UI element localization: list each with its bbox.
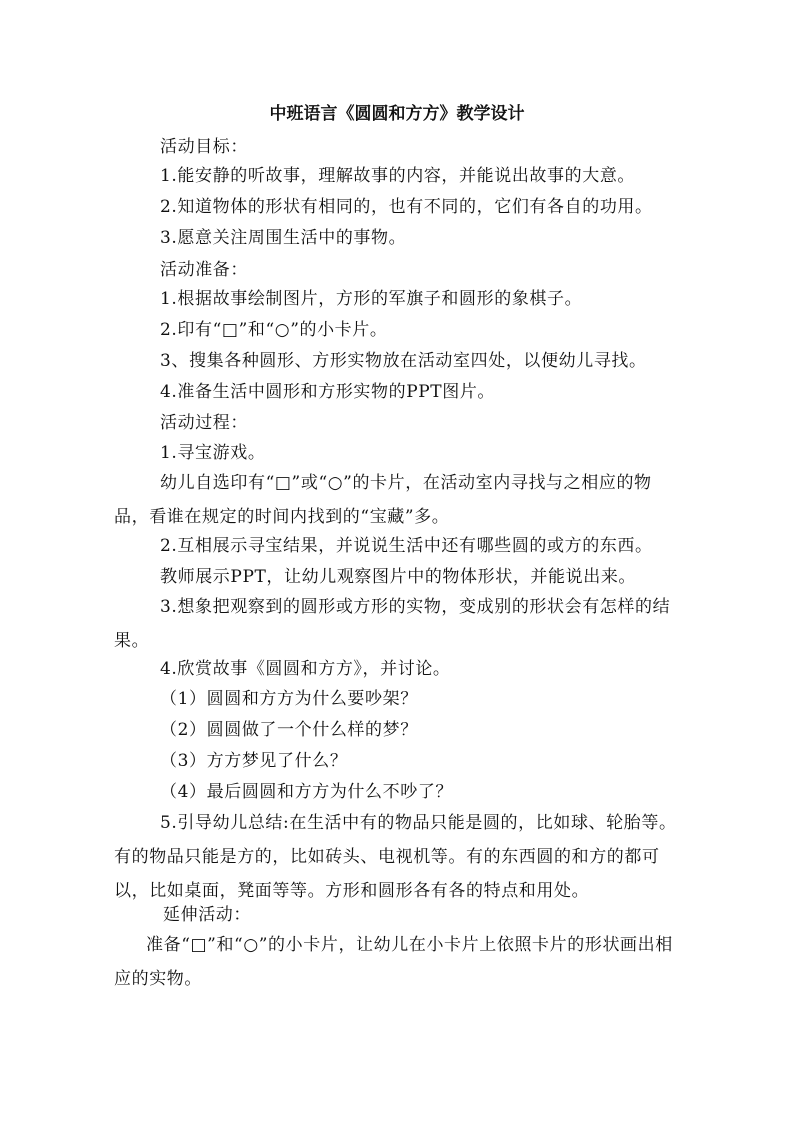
preparation-item-1: 1.根据故事绘制图片，方形的军旗子和圆形的象棋子。 (160, 289, 583, 309)
question-1: （1）圆圆和方方为什么要吵架？ (160, 689, 418, 709)
objectives-heading: 活动目标： (160, 137, 248, 157)
process-step-2-title: 2.互相展示寻宝结果，并说说生活中还有哪些圆的或方的东西。 (160, 536, 653, 556)
extension-heading: 延伸活动： (163, 905, 251, 925)
process-step-1-title: 1.寻宝游戏。 (160, 443, 266, 463)
process-step-3: 3.想象把观察到的圆形或方形的实物，变成别的形状会有怎样的结果。 (114, 597, 671, 651)
process-step-5: 5.引导幼儿总结:在生活中有的物品只能是圆的，比如球、轮胎等。有的物品只能是方的，比如砖头、电视机等。有的东西圆的和方的都可以，比如桌面，凳面等等。方形和圆形各有各的特点和用处。 (114, 813, 677, 901)
process-step-4-title: 4.欣赏故事《圆圆和方方》，并讨论。 (160, 659, 451, 679)
process-heading: 活动过程： (160, 413, 248, 433)
document-title: 中班语言《圆圆和方方》教学设计 (269, 104, 525, 124)
preparation-item-3: 3、搜集各种圆形、方形实物放在活动室四处，以便幼儿寻找。 (160, 351, 647, 371)
preparation-heading: 活动准备： (160, 260, 248, 280)
question-2: （2）圆圆做了一个什么样的梦？ (160, 720, 418, 740)
objective-item-1: 1.能安静的听故事，理解故事的内容，并能说出故事的大意。 (160, 166, 636, 186)
question-4: （4）最后圆圆和方方为什么不吵了？ (160, 782, 454, 802)
objective-item-3: 3.愿意关注周围生活中的事物。 (160, 228, 407, 248)
extension-text: 准备“□”和“○”的小卡片，让幼儿在小卡片上依照卡片的形状画出相应的实物。 (114, 935, 673, 989)
question-3: （3）方方梦见了什么？ (160, 751, 348, 771)
objective-item-2: 2.知道物体的形状有相同的，也有不同的，它们有各自的功用。 (160, 197, 653, 217)
process-step-1-text: 幼儿自选印有“□”或“○”的卡片，在活动室内寻找与之相应的物品，看谁在规定的时间内找到的“宝藏”多。 (114, 473, 652, 527)
preparation-item-4: 4.准备生活中圆形和方形实物的PPT图片。 (160, 382, 496, 402)
preparation-item-2: 2.印有“□”和“○”的小卡片。 (160, 320, 388, 340)
process-step-2-text: 教师展示PPT，让幼儿观察图片中的物体形状，并能说出来。 (160, 567, 637, 587)
